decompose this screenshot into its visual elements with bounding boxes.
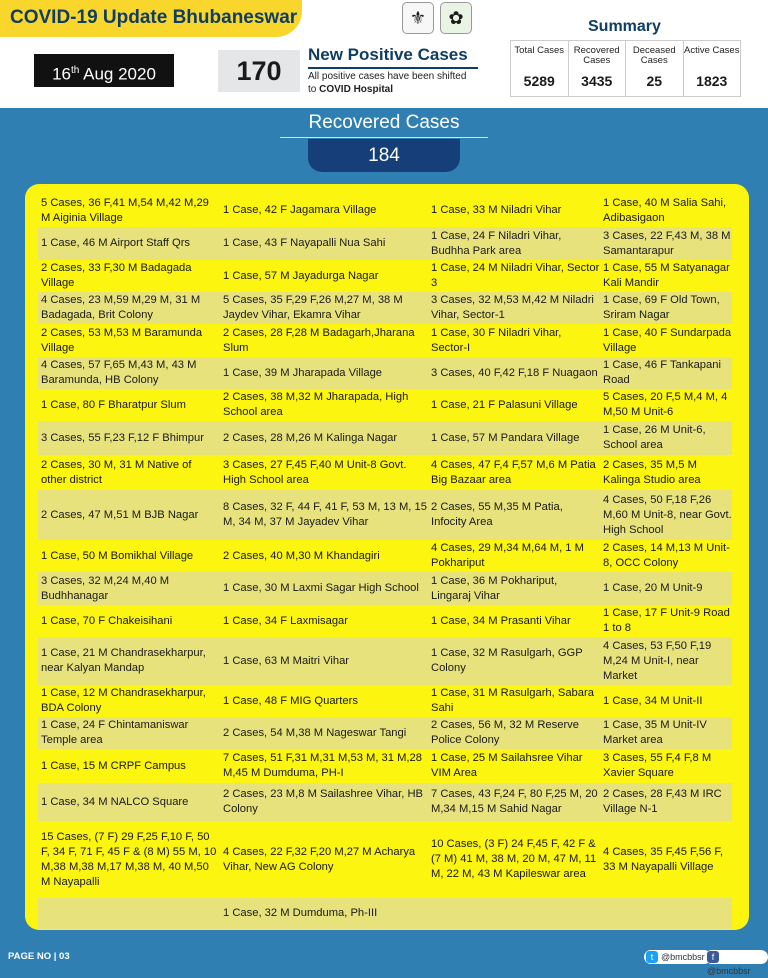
table-cell (600, 783, 732, 821)
table-row (38, 292, 732, 324)
case-entry: 2 Cases, 40 M,30 M Khandagiri (223, 549, 380, 562)
case-entry: 5 Cases, 36 F,41 M,54 M,42 M,29 M Aiginia Village (41, 196, 209, 224)
case-entry: 2 Cases, 14 M,13 M Unit-8, OCC Colony (603, 542, 730, 569)
case-entry: 1 Case, 17 F Unit-9 Road 1 to 8 (603, 607, 730, 634)
table-row (38, 455, 732, 490)
case-entry: 15 Cases, (7 F) 29 F,25 F,10 F, 50 F, 34 F, 71 F, 45 F & (8 M) 55 M, 10 M,38 M,38 M,17 M,38 M, 40 M,50 M Nayapalli (41, 830, 217, 888)
case-entry: 2 Cases, 55 M,35 M Patia, Infocity Area (431, 501, 563, 528)
table-row (38, 749, 732, 783)
table-cell (220, 540, 428, 572)
case-entry: 1 Case, 55 M Satyanagar Kali Mandir (603, 262, 730, 289)
table-cell (428, 749, 600, 783)
table-row (38, 421, 732, 455)
table-cell (38, 898, 220, 929)
table-row (38, 357, 732, 389)
twitter-handle[interactable] (644, 950, 711, 964)
table-row (38, 898, 732, 929)
case-entry: 1 Case, 57 M Pandara Village (431, 431, 580, 444)
new-cases-note-2 (308, 84, 393, 95)
table-cell (220, 749, 428, 783)
case-entry: 3 Cases, 32 M,53 M,42 M Niladri Vihar, Sector-1 (431, 294, 594, 321)
case-entry: 1 Case, 57 M Jayadurga Nagar (223, 269, 379, 282)
table-cell (428, 572, 600, 605)
case-entry: 1 Case, 24 M Niladri Vihar, Sector 3 (431, 262, 600, 289)
table-row (38, 605, 732, 637)
case-entry: 5 Cases, 35 F,29 F,26 M,27 M, 38 M Jaydev Vihar, Ekamra Vihar (223, 294, 403, 321)
case-entry: 4 Cases, 53 F,50 F,19 M,24 M Unit-I, near Market (603, 639, 712, 682)
table-cell (220, 421, 428, 455)
facebook-handle[interactable] (705, 950, 768, 976)
table-cell (38, 292, 220, 324)
case-entry: 2 Cases, 54 M,38 M Nageswar Tangi (223, 726, 407, 739)
table-cell (38, 227, 220, 260)
summary-label: Deceased Cases (632, 45, 676, 66)
case-entry: 2 Cases, 33 F,30 M Badagada Village (41, 262, 192, 289)
table-cell (428, 717, 600, 749)
recovered-count: 184 (308, 139, 460, 172)
twitter-handle-text: @bmcbbsr (661, 952, 705, 962)
table-cell (220, 292, 428, 324)
table-cell (428, 821, 600, 898)
case-entry: 1 Case, 36 M Pokhariput, Lingaraj Vihar (431, 574, 558, 602)
table-row (38, 572, 732, 605)
case-entry: 7 Cases, 43 F,24 F, 80 F,25 M, 20 M,34 M,15 M Sahid Nagar (431, 788, 598, 815)
summary-table (510, 40, 741, 97)
table-cell (220, 490, 428, 540)
case-entry: 2 Cases, 38 M,32 M Jharapada, High School area (223, 391, 409, 418)
table-cell (600, 717, 732, 749)
case-entry: 1 Case, 46 M Airport Staff Qrs (41, 237, 191, 249)
case-entry: 1 Case, 63 M Maitri Vihar (223, 654, 350, 667)
table-cell (428, 260, 600, 292)
case-entry: 4 Cases, 50 F,18 F,26 M,60 M Unit-8, near Govt. High School (603, 493, 732, 536)
table-cell (600, 324, 732, 357)
case-entry: 1 Case, 24 F Niladri Vihar, Budhha Park area (431, 229, 562, 257)
table-cell (220, 455, 428, 490)
table-cell (38, 783, 220, 821)
table-row (38, 821, 732, 898)
table-cell (220, 357, 428, 389)
table-cell (38, 821, 220, 898)
case-entry: 1 Case, 34 M NALCO Square (41, 795, 189, 808)
table-cell (38, 540, 220, 572)
case-entry: 1 Case, 35 M Unit-IV Market area (603, 719, 707, 746)
case-entry: 5 Cases, 20 F,5 M,4 M, 4 M,50 M Unit-6 (603, 391, 728, 418)
table-cell (428, 490, 600, 540)
case-entry: 1 Case, 21 M Chandrasekharpur, near Kalyan Mandap (41, 647, 206, 674)
case-entry: 10 Cases, (3 F) 24 F,45 F, 42 F & (7 M) 41 M, 38 M, 20 M, 47 M, 11 M, 22 M, 43 M Kapileswar area (431, 838, 597, 880)
case-entry: 1 Case, 43 F Nayapalli Nua Sahi (223, 237, 386, 249)
bmc-logo-icon: ✿ (440, 2, 472, 34)
case-entry: 3 Cases, 40 F,42 F,18 F Nuagaon (431, 366, 598, 379)
new-cases-note: All positive cases have been shifted (308, 71, 467, 82)
table-cell (600, 455, 732, 490)
twitter-icon: t (646, 951, 658, 963)
case-entry: 1 Case, 80 F Bharatpur Slum (41, 398, 186, 411)
table-cell (220, 821, 428, 898)
case-entry: 2 Cases, 28 F,43 M IRC Village N-1 (603, 788, 722, 815)
table-cell (220, 605, 428, 637)
summary-label: Active Cases (684, 45, 740, 56)
table-cell (220, 260, 428, 292)
case-entry: 1 Case, 30 F Niladri Vihar, Sector-I (431, 326, 562, 354)
summary-value: 5289 (523, 73, 555, 89)
table-cell (600, 898, 732, 929)
title-banner (0, 0, 302, 37)
facebook-icon: f (707, 951, 719, 963)
table-cell (600, 490, 732, 540)
table-cell (600, 749, 732, 783)
table-cell (428, 898, 600, 929)
table-cell (428, 685, 600, 717)
table-cell (428, 455, 600, 490)
table-cell (428, 421, 600, 455)
table-cell (600, 421, 732, 455)
table-cell (38, 421, 220, 455)
table-cell (428, 357, 600, 389)
case-entry: 8 Cases, 32 F, 44 F, 41 F, 53 M, 13 M, 15 M, 34 M, 37 M Jayadev Vihar (223, 501, 427, 528)
case-entry: 1 Case, 30 M Laxmi Sagar High School (223, 582, 419, 594)
case-entry: 1 Case, 34 M Prasanti Vihar (431, 614, 571, 627)
table-cell (38, 389, 220, 421)
case-entry: 1 Case, 20 M Unit-9 (603, 582, 703, 594)
date-badge (34, 54, 174, 87)
table-cell (38, 357, 220, 389)
table-cell (600, 685, 732, 717)
case-entry: 3 Cases, 27 F,45 F,40 M Unit-8 Govt. High School area (223, 458, 407, 486)
table-cell (220, 324, 428, 357)
case-entry: 1 Case, 33 M Niladri Vihar (431, 204, 562, 216)
table-row (38, 260, 732, 292)
summary-value: 25 (646, 73, 663, 89)
case-entry: 2 Cases, 47 M,51 M BJB Nagar (41, 508, 199, 521)
case-entry: 1 Case, 50 M Bomikhal Village (41, 549, 194, 562)
header (0, 0, 768, 108)
table-cell (428, 227, 600, 260)
table-cell (38, 490, 220, 540)
case-entry: 1 Case, 39 M Jharapada Village (223, 366, 383, 379)
table-cell (428, 389, 600, 421)
recovered-title: Recovered Cases (308, 112, 460, 133)
table-cell (38, 572, 220, 605)
table-row (38, 490, 732, 540)
table-row (38, 227, 732, 260)
table-cell (220, 898, 428, 929)
case-entry: 4 Cases, 57 F,65 M,43 M, 43 M Baramunda, HB Colony (41, 359, 197, 386)
table-cell (38, 194, 220, 227)
case-entry: 3 Cases, 55 F,23 F,12 F Bhimpur (41, 431, 204, 444)
case-entry: 1 Case, 69 F Old Town, Sriram Nagar (603, 294, 720, 321)
date-day: 16 (52, 64, 71, 84)
table-cell (38, 605, 220, 637)
table-cell (600, 821, 732, 898)
table-cell (38, 637, 220, 685)
divider (308, 67, 478, 69)
case-entry: 1 Case, 48 F MIG Quarters (223, 694, 358, 707)
table-cell (428, 605, 600, 637)
case-entry: 1 Case, 46 F Tankapani Road (603, 359, 721, 386)
summary-value: 3435 (581, 73, 613, 89)
case-entry: 2 Cases, 53 M,53 M Baramunda Village (41, 326, 203, 354)
case-entry: 1 Case, 25 M Sailahsree Vihar VIM Area (431, 752, 583, 779)
table-cell (38, 260, 220, 292)
table-cell (38, 455, 220, 490)
table-cell (428, 540, 600, 572)
table-row (38, 717, 732, 749)
table-row (38, 783, 732, 821)
case-entry: 4 Cases, 22 F,32 F,20 M,27 M Acharya Vihar, New AG Colony (223, 845, 416, 873)
case-entry: 1 Case, 34 F Laxmisagar (223, 614, 348, 627)
case-entry: 1 Case, 15 M CRPF Campus (41, 759, 186, 772)
table-cell (428, 194, 600, 227)
date-rest: Aug 2020 (79, 64, 156, 84)
summary-label: Total Cases (514, 45, 565, 56)
case-entry: 3 Cases, 22 F,43 M, 38 M Samantarapur (603, 229, 731, 257)
case-entry: 2 Cases, 56 M, 32 M Reserve Police Colony (431, 719, 579, 746)
summary-total (511, 41, 569, 96)
case-entry: 4 Cases, 23 M,59 M,29 M, 31 M Badagada, Brit Colony (41, 294, 201, 321)
summary-value: 1823 (696, 73, 728, 89)
page-number: PAGE NO | 03 (8, 951, 70, 962)
table-cell (428, 292, 600, 324)
case-entry: 3 Cases, 32 M,24 M,40 M Budhhanagar (41, 574, 170, 602)
case-entry: 1 Case, 32 M Dumduma, Ph-III (223, 907, 378, 919)
table-cell (600, 292, 732, 324)
table-row (38, 637, 732, 685)
table-cell (600, 389, 732, 421)
divider (280, 137, 488, 138)
case-entry: 4 Cases, 29 M,34 M,64 M, 1 M Pokhariput (431, 542, 584, 569)
case-entry: 7 Cases, 51 F,31 M,31 M,53 M, 31 M,28 M,45 M Dumduma, PH-I (223, 752, 422, 779)
table-row (38, 324, 732, 357)
new-cases-count: 170 (218, 50, 300, 92)
table-cell (600, 227, 732, 260)
table-cell (220, 389, 428, 421)
table-row (38, 194, 732, 227)
case-entry: 1 Case, 42 F Jagamara Village (223, 204, 377, 216)
table-cell (428, 324, 600, 357)
page-title: COVID-19 Update Bhubaneswar (10, 7, 298, 28)
table-cell (220, 685, 428, 717)
case-entry: 1 Case, 70 F Chakeisihani (41, 614, 173, 627)
case-entry: 4 Cases, 47 F,4 F,57 M,6 M Patia Big Bazaar area (431, 458, 596, 486)
table-cell (600, 605, 732, 637)
case-entry: 4 Cases, 35 F,45 F,56 F, 33 M Nayapalli Village (603, 845, 724, 873)
case-entry: 2 Cases, 30 M, 31 M Native of other district (41, 458, 192, 486)
case-entry: 1 Case, 31 M Rasulgarh, Sabara Sahi (431, 687, 594, 714)
table-cell (600, 540, 732, 572)
note-hospital: COVID Hospital (319, 84, 394, 95)
table-cell (220, 637, 428, 685)
new-cases-title: New Positive Cases (308, 45, 468, 64)
case-entry: 1 Case, 26 M Unit-6, School area (603, 424, 706, 451)
summary-recovered (569, 41, 627, 96)
table-row (38, 389, 732, 421)
table-cell (600, 572, 732, 605)
table-row (38, 685, 732, 717)
date-suffix: th (71, 65, 80, 76)
table-cell (220, 717, 428, 749)
case-entry: 1 Case, 21 F Palasuni Village (431, 398, 578, 411)
govt-emblem-icon: ⚜ (402, 2, 434, 34)
case-entry: 1 Case, 12 M Chandrasekharpur, BDA Colony (41, 687, 206, 714)
case-entry: 2 Cases, 23 M,8 M Sailashree Vihar, HB Colony (223, 788, 424, 815)
case-entry: 2 Cases, 35 M,5 M Kalinga Studio area (603, 458, 701, 486)
table-row (38, 540, 732, 572)
table-cell (600, 357, 732, 389)
case-entry: 2 Cases, 28 F,28 M Badagarh,Jharana Slum (223, 326, 415, 354)
table-cell (600, 194, 732, 227)
summary-deceased (626, 41, 684, 96)
table-cell (220, 572, 428, 605)
case-entry: 1 Case, 32 M Rasulgarh, GGP Colony (431, 647, 583, 674)
case-entry: 1 Case, 24 F Chintamaniswar Temple area (41, 719, 189, 746)
facebook-handle-text: @bmcbbsr (707, 966, 751, 976)
table-cell (220, 227, 428, 260)
summary-label: Recovered Cases (573, 45, 620, 66)
table-cell (428, 783, 600, 821)
case-entry: 1 Case, 40 M Salia Sahi, Adibasigaon (603, 196, 727, 224)
case-entry: 1 Case, 40 F Sundarpada Village (603, 326, 732, 354)
footer (0, 947, 768, 976)
table-cell (220, 783, 428, 821)
table-cell (38, 717, 220, 749)
table-cell (600, 637, 732, 685)
case-entry: 2 Cases, 28 M,26 M Kalinga Nagar (223, 431, 398, 444)
table-cell (38, 685, 220, 717)
case-entry: 3 Cases, 55 F,4 F,8 M Xavier Square (603, 752, 712, 779)
summary-title: Summary (588, 18, 661, 35)
table-cell (220, 194, 428, 227)
table-cell (38, 324, 220, 357)
note-prefix: to (308, 84, 320, 95)
table-cell (428, 637, 600, 685)
table-cell (600, 260, 732, 292)
summary-active (684, 41, 741, 96)
case-entry: 1 Case, 34 M Unit-II (603, 694, 703, 707)
table-cell (38, 749, 220, 783)
